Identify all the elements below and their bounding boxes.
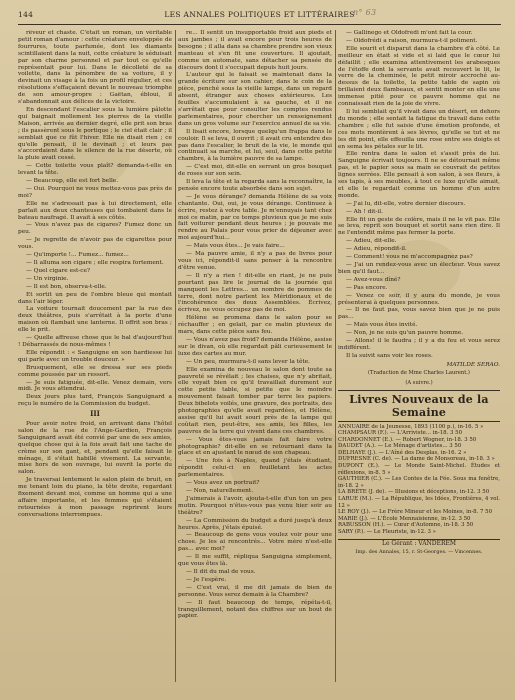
paragraph: Et sortit un peu de l'ombre bleue qui montait dans l'air léger. (18, 291, 172, 305)
header-rule (18, 24, 501, 25)
gerant-line: Le Gérant : VANDEREM (381, 539, 457, 547)
paragraph: — Un peu, murmura-t-il sans lever la tête. (186, 358, 311, 365)
book-listing: DUFRESNE (C. de). — La dame de Monsoreau, in-18. 3 » (338, 456, 495, 463)
to-be-continued: (A suivre.) (405, 379, 433, 386)
page-header (18, 10, 501, 24)
paragraph: — Beaucoup de gens vous voulez voir pour une chose. Je les ai rencontrés... Votre mère n'est-elle pas... avec moi? (178, 532, 332, 553)
book-listing: CHAMPSAUR (F.). — L'Arriviste... in-18. 3 50 (338, 430, 463, 437)
column-2 (178, 30, 332, 682)
book-listing: DAUDET (A.). — Le Ménage d'artistes... 3 50 (338, 443, 462, 450)
paragraph: Elle sourit et disparut dans la chambre d'à côté. Le meilleur en était si vide et si laid que le cœur lui défaillit ; elle examina attentivement les arabesques de l'étoffe dont la servante avait recouvert le lit, le verre de la cheminée, le petit miroir accroché au-dessus de la toilette, la petite table de sapin où brillaient deux flambeaux, et sentit monter en elle une immense pitié pour ce pauvre homme qui ne connaissait rien de la joie de vivre. (338, 45, 500, 108)
book-listing: RABUSSON (H.). — Cœur d'Automne, in-18. 3 50 (338, 522, 474, 529)
paragraph: — J'ai un rendez-vous avec un électeur. Vous savez bien qu'il faut... (338, 262, 500, 275)
paragraph: Elle examina de nouveau le salon dont toute sa pauvreté se révélait ; les chaises, que n'y abritait, elle voyait bien ce qu'il travaillait durement sur cette petite table, si petite que le moindre mouvement faisait tomber par terre les papiers. Deux bibelots voilés, une gravure, des portraits, des photographies qu'elle avait regardées, et Hélène, assise qu'il lui avait souri près de la lampe qui coûtait rien, peut-être, ses amis, les filles, les pauvres de la terre qui vivent dans ces chambres. (178, 366, 332, 435)
books-section (338, 390, 500, 422)
book-listing: GAUTHIER (C.). — Les Contes de la Fée. Sous ma fenêtre, in-18. 2 » (338, 476, 500, 489)
paragraph: Il leva la tête et la regarda sans la reconnaître, la pensée encore toute absorbée dans son sujet. (178, 179, 332, 192)
book-listing: DUPONT (E.). — Le Monde Saint-Michel. Études et réflexions, in-8. 5 » (338, 463, 500, 476)
paragraph: — Il me suffit, répliqua Sanguigna simplement, que vous êtes là. (178, 554, 332, 568)
paragraph: — Qu'importe !... Fumez... fumez... (26, 252, 129, 259)
paragraph: — C'est vrai, il me dit jamais de bien de personne. Vous serez demain à la Chambre? (178, 584, 332, 598)
paragraph: — C'est moi, dit-elle en serrant un gros bouquet de roses sur son sein. (178, 164, 332, 178)
paragraph: Deux jours plus tard, François Sanguignard a reçu le numéro de la Commission du budget. (18, 394, 172, 408)
paragraph: — J'ai lu, dit-elle, votre dernier discours. (346, 200, 466, 207)
paragraph: — Beaucoup, elle est fort belle. (26, 178, 119, 185)
column-divider (175, 30, 176, 682)
paragraph: Elle fit un geste de colère, mais il ne le vit pas. Elle se leva, reprit son bouquet et sortit sans rien dire. Il ne l'entendit même pas fermer la porte. (338, 216, 500, 237)
paragraph: Il lui semblait qu'il vivait dans un désert, en dehors du monde ; elle sentait la fatigue du travail dans cette chambre ; elle fut saisie d'une émotion profonde, et ces mots montèrent à ses lèvres, qu'elle se tut et ne les dit point, elle effeuilla une rose entre ses doigts et en sema les pétales sur le lit. (338, 108, 500, 150)
book-listing: SARY (P.). — Le Fleuriste, in-12. 3 » (338, 529, 436, 535)
printer-line: Imp. des Annales, 15, r. St-Georges. — Vincennes. (355, 548, 483, 555)
paragraph: — Quelle affreuse chose que le bal d'aujourd'hui ! Débarrassés de nous-mêmes ! (18, 335, 172, 348)
paragraph: — Adieu, dit-elle. (346, 238, 397, 245)
paragraph: Elle rentra dans le salon et s'assit près de lui. Sanguigne écrivait toujours. Il ne se détournait même pas, et le papier sous sa main se couvrait de petites lignes serrées. Elle pensait à son salon, à ses fleurs, à ses tapis, à ses meubles, à tout ce luxe qu'elle aimait, et elle le regardait comme un homme d'un autre monde. (338, 151, 500, 199)
paragraph: J'aimerais à l'avoir, ajouta-t-elle d'un ton un peu mutin. Pourquoi n'êtes-vous pas venu hier soir au théâtre? (178, 495, 332, 516)
paragraph: — Non, je ne suis qu'un pauvre homme. (346, 330, 464, 337)
book-listing: DELHAYE (J.). — L'Aîné des Desplas, in-16. 2 » (338, 449, 467, 456)
paragraph: — Mais vous êtes... Je vais faire... (186, 243, 285, 250)
paragraph: Brusquement, elle se dressa sur ses pieds comme poussée par un ressort. (18, 364, 172, 378)
paragraph: — Je suis fatiguée, dit-elle. Venez demain, vers midi. Je vous attendrai. (18, 379, 172, 393)
paragraph: — Vous avez un portrait? (186, 480, 260, 487)
paragraph: Je traversai lentement le salon plein de bruit, en me tenant loin du piano, la tête droite, regardant fixement devant moi, comme un homme qui a une affaire importante, et les femmes qui s'étaient retournées à mon passage reprirent leurs conversations interrompues. (18, 477, 172, 518)
book-listing: LE ROY (J.). — Le Frère Mineur et les Moines, in-8. 7 50 (338, 509, 492, 516)
book-listing: CHARDONNET (E.). — Robert Wogner, in-18. 3 50 (338, 436, 477, 443)
paragraph: Pour avoir notre froid, en arrivant dans l'hôtel salon de la rue de l'Ange-Gardien, François Sanguignard avait été convié par une de ses amies, quelque chose qui à la fois avait fait une tache de crème sur son gant, et, pendant qu'elle faisait le ménage, il s'était habillé vivement. La servante, mise hors de son ouvrage, lui ouvrit la porte du salon. (18, 421, 172, 476)
paragraph: La voiture tournait doucement par la rue des deux théâtres, puis s'arrêtait à la porte d'une maison où flambait une lanterne. Il offrit son bras ; elle le prit. (18, 306, 172, 334)
paragraph: — Mais vous êtes invité. (346, 322, 418, 329)
paragraph: — Ah ! dit-il. (346, 208, 383, 215)
paragraph: — Je regrette de n'avoir pas de cigarettes pour vous. (18, 237, 172, 251)
page-number: 144 (18, 10, 34, 19)
paragraph: — Non, naturellement. (186, 488, 254, 494)
paragraph: Il lisait encore, lorsque quelqu'un frappa dans le couloir. Il se leva, il ouvrit ; il avait cru entendre des pas dans l'escalier, le bruit de la vie, le monde qui continuait sa marche, et lui, seul, dans cette petite chambre, à la lumière pauvre de sa lampe. (178, 128, 332, 163)
book-listing: LA BRÈTE (J. de). — Illusions et déceptions, in-12. 3 50 (338, 489, 490, 496)
paragraph: — Allons! il le faudra ; il y a du feu et vous serez indifférent. (338, 338, 500, 351)
book-listing: MARIE (J.). — L'École Mennaisienne, in-12. 3 50 (338, 515, 471, 522)
paragraph: — Je l'espère. (186, 576, 227, 583)
paragraph: — Quel cigare est-ce? (26, 267, 91, 274)
books-title: Livres Nouveaux de la Semaine (349, 392, 489, 419)
paragraph: — Il faut beaucoup de temps, répéta-t-il, tranquillement, notant des chiffres sur un bout de papier. (178, 599, 332, 620)
paragraph: — Comment! vous ne m'accompagnez pas? (346, 254, 473, 261)
paragraph: — Il n'y a rien ! dit-elle en riant, je ne puis pourtant pas lire le journal de la journée qui manquent les Lettres... un nombre de pommes de terre, dont notre parlent les Méridionaux et de l'incohérence des deux Assemblées. Écrivez, écrivez, ne vous occupez pas de moi. (178, 272, 332, 314)
paragraph: Elle répondit : « Sanguigne en son hardiesse lui qui parle avec un trouble douceur. » (18, 349, 172, 363)
paragraph: — Il est bon, observa-t-elle. (26, 283, 107, 290)
column-3 (338, 30, 500, 682)
paragraph: — Gallinego et Oldofrédi m'ont fait la cour. (346, 30, 473, 36)
paragraph: — Adieu, répondit-il. (346, 246, 407, 253)
paragraph: Il la suivit sans voir les roses. (346, 352, 433, 359)
paragraph: — Je vous dérange? demanda Hélène de sa voix chantante. Oui, oui, je vous dérange. Continuez à écrire, restez à votre table. Je m'ennuyais tant chez moi ce matin, par ce temps pluvieux que je me suis fait voiturer pendant deux heures ; je pouvais me rendre au Palais pour vous prier de déjeuner avec moi aujourd'hui... (178, 193, 332, 242)
paragraph: re... Il sentit un insupportable froid aux pieds et aux jambes ; il avait encore pour trois heures de besogne ; il alla dans sa chambre prendre son vieux manteau et s'en fit une couverture. Il ajoutait, comme un automate, sans détacher sa pensée du discours dont il s'occupait depuis huit jours. (178, 30, 332, 71)
column-1 (18, 30, 172, 682)
handwritten-note: n° 63 (353, 8, 377, 17)
paragraph: — Pas encore. (346, 284, 388, 291)
paragraph: En descendant l'escalier sous la lumière pâlotte qui baignait mollement les pierres de la vieille Maison, arrivée au dernier degré, elle prit son bras ; ils passèrent sous le portique ; le ciel était clair ; il semblait que ce fût l'hiver. Elle ne disait rien ; ce qu'elle pensait, il le devinait ; et leurs pas s'accordaient dans le silence de la rue déserte, où la pluie avait cessé. (18, 106, 172, 162)
paragraph: — Une fois à Naples, quand j'étais étudiant, répondit celui-ci en feuilletant les actes parlementaires. (178, 458, 332, 479)
column-divider (335, 30, 336, 682)
paragraph: Hélène se promena dans le salon pour se réchauffer ; en gelait, par ce matin pluvieux de mars, dans cette pièce sans feu. (178, 315, 332, 336)
paragraph: — Il ne faut pas, vous savez bien que je ne puis pas... (338, 307, 500, 321)
paragraph: L'auteur qui le faisait se maintenait dans la grande écriture sur son cahier, dans le coin de la pièce, penché sous la vieille lampe, dans un regard absent, étranger aux choses extérieures. Les feuilles s'accumulaient à sa gauche, et il ne s'arrêtait que pour consulter les comptes rendus parlementaires, pour chercher un renseignement dans un gros volume sur l'exercice annuel de sa vie. (178, 72, 332, 127)
book-listing: ANNUAIRE de la Jeunesse, 1893 (1100 p.), in-16. 5 » (338, 423, 484, 430)
book-listing: LARUE (M.). — La République, les Idées, Frontières, 4 vol. 12 » (338, 496, 500, 509)
translation-note: (Traduction de Mme Charles Laurent.) (368, 369, 470, 376)
paragraph: — Venez ce soir, il y aura du monde, je vous présenterai à quelques personnes. (338, 292, 500, 306)
paragraph: — Vous êtes-vous jamais fait faire votre photographie? dit-elle en se retournant dans la glace et en ajustant le nœud de son chapeau. (178, 436, 332, 457)
paragraph: — Oldofrédi a raison, murmura-t-il poliment. (346, 37, 478, 44)
paragraph: — La Commission du budget a duré jusqu'à deux heures. Après, j'étais épuisé. (178, 517, 332, 531)
paragraph: — Oui. Pourquoi ne vous mettez-vous pas près de moi? (18, 185, 172, 199)
paragraph: — Vous n'avez pas de cigares? Fumez donc un peu. (18, 222, 172, 236)
section-title: III (90, 409, 100, 419)
paragraph: — Avez-vous dîné? (346, 276, 401, 283)
paragraph: — Il dit du mal de vous. (186, 568, 256, 575)
paragraph: — Un virginie. (26, 275, 69, 282)
paragraph: — Cette toilette vous plaît? demanda-t-elle en levant la tête. (18, 163, 172, 177)
paragraph: — Ma pauvre amie, il n'y a pas de livres pour vous ici, répondit-il sans penser à la rencontre d'être venue. (178, 251, 332, 271)
publication-title: LES ANNALES POLITIQUES ET LITTÉRAIRES (164, 10, 355, 19)
paragraph: — Il alluma son cigare ; elle respira fortement. (26, 260, 164, 266)
author-signature: MATILDE SERAO. (446, 361, 500, 368)
paragraph: rêveur et chaste. C'était un roman, un véritable petit roman d'amour : cette créature enveloppée de fourrures, toute parfumée, dont les diamants scintillaient dans la nuit, cette créature le séduisait par son charme personnel et par tout ce qu'elle représentait pour lui. Dans le décolleté de sa voilette, dans la pénombre de sa voiture, il y devinait un visage à la fois un profil régulier, et ces résolutions s'effaçaient devant le nouveau triomphe de son amour-propre : Gaëtan, ébloui, il s'abandonnait aux délices de la victoire. (18, 30, 172, 106)
paragraph: — Vous n'avez pas froid? demanda Hélène, assise sur le divan, où elle regardait pâli curieusement le luxe des cartes au mur. (178, 336, 332, 357)
paragraph: Elle ne s'adressait pas à lui directement, elle parlait aux deux chanteuses qui tombaient dans le bateau naufragé. Il avait à ses côtés. (18, 200, 172, 221)
